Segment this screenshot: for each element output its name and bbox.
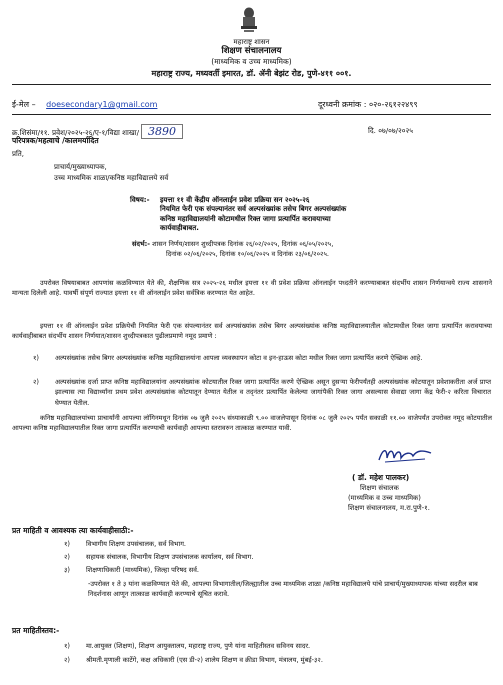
signatory-title: शिक्षण संचालक [360, 484, 399, 492]
signatory-division: (माध्यमिक व उच्च माध्यमिक) [348, 494, 421, 502]
signatory-office: शिक्षण संचालनालय, म.रा.पुणे-१. [348, 504, 430, 512]
copy-info-item [64, 656, 491, 666]
body-paragraph-1: उपरोक्त विषयाबाबत आपणांस कळविण्यात येते की, शैक्षणिक सत्र २०२५-२६ मधील इयत्ता ११ वी प्रवेश प्रक्रिया ऑनलाईन पध्दतीने करण्याबाबत संदर्भीय शासन निर्णयान्वये राज्य शासनाने मान्यता दिलेली आहे. यावर्षी संपूर्ण राज्यात इयत्ता ११ वी ऑनलाईन प्रवेश सर्वत्रिक करण्यात येत आहेत. [12, 279, 492, 298]
copy-action-item [64, 553, 491, 563]
cc-text: श्रीमती.मृणाली काटेंगे, कक्ष अधिकारी (एस डी-२) शालेय शिक्षण व क्रीडा विभाग, मंत्रालय, मुंबई-३२. [86, 656, 323, 664]
circular-type: परिपत्रक/महत्वाचे /कालमर्यादित [12, 136, 99, 145]
item-number: १) [33, 354, 40, 362]
recipient-line2: उच्च माध्यमिक शाळा/कनिष्ठ महाविद्यालये सर्व [54, 174, 169, 182]
copy-action-item [64, 540, 491, 550]
reference-line: शासन निर्णय/शासन शुध्दीपत्रक दिनांक २६/०२/२०२५, दिनांक ०६/०५/२०२५, [152, 240, 334, 248]
subject-label: विषय:- [130, 196, 150, 204]
directorate-name: शिक्षण संचालनालय [221, 46, 282, 56]
email-line [12, 99, 157, 110]
copy-action-note: -उपरोक्त १ ते ३ यांना कळविण्यात येते की, आपल्या विभागातील/जिल्ह्यातील उच्च माध्यमिक शाळा /कनिष्ठ महाविद्यालये यांचे प्राचार्य/मुख्याध्यापक यांच्या सदरील बाब निदर्शनास आणून तात्काळ कार्यवाही करण्याचे सूचित करावे. [88, 580, 478, 598]
cc-number: ३) [64, 566, 71, 574]
recipient-prati: प्रति, [12, 150, 25, 158]
email-link[interactable]: doesecondary1@gmail.com [46, 100, 158, 109]
body-list-item [33, 377, 492, 408]
signatory-name: ( डॉ. महेश पालकर) [352, 473, 410, 482]
subject-line: इयत्ता ११ वी केंद्रीय ऑनलाईन प्रवेश प्रक्रिया सन २०२५-२६ [160, 196, 310, 204]
body-list-item [33, 353, 491, 363]
phone-number: ०२०-२६१२२४९९ [368, 100, 418, 109]
subject-line: कनिष्ठ महाविद्यालयांनी कोटामधील रिक्त जागा प्रत्यार्पित करावयाच्या [160, 214, 331, 223]
office-address: महाराष्ट्र राज्य, मध्यवर्ती इमारत, डॉ. ॲनी बेझंट रोड, पुणे-४११ ००१. [151, 69, 352, 78]
signature-image [375, 444, 435, 466]
subject-block [130, 196, 490, 233]
cc-text: विभागीय शिक्षण उपसंचालक, सर्व विभाग. [86, 540, 187, 548]
directorate-division: (माध्यमिक व उच्च माध्यमिक) [211, 57, 292, 66]
copy-action-item [64, 566, 491, 576]
item-text: अल्पसंख्यांक तसेच बिगर अल्पसंख्यांक कनिष्ठ महाविद्यालयांना आपला व्यवस्थापन कोटा व इन-हाऊस कोटा मधील रिक्त जागा प्रत्यार्पित करणे ऐच्छिक आहे. [55, 354, 423, 362]
cc-number: २) [64, 656, 71, 664]
letter-date: दि. ०७/०७/२०२५ [368, 126, 413, 135]
cc-number: १) [64, 642, 71, 650]
item-text: अल्पसंख्यांक दर्जा प्राप्त कनिष्ठ महाविद्यालयांना अल्पसंख्यांक कोटयातील रिक्त जागा प्रत्यार्पित करणे ऐच्छिक असून दुसऱ्या फेरीपर्यंतही अल्पसंख्यांक कोटयातून प्रवेशाकरीता अर्ज प्राप्त झाल्यास त्या विद्यार्थ्यांना प्रथम प्रवेश अल्पसंख्यांक कोटयातून देण्यात येतील व तद्नंतर प्रत्यार्पित केलेल्या जागांपैकी रिक्त जागा असल्यास सेवाद्या जागा केंद्र फेरी-२ करिता विचारात घेण्यात येतील. [55, 378, 492, 407]
copy-info-heading: प्रत माहितीस्तव:- [12, 626, 60, 635]
phone-label: दूरध्वनी क्रमांक : [318, 100, 367, 109]
subject-line: कार्यवाहीबाबत. [160, 223, 199, 232]
reference-prefix: क्र.शिसंमा/११. प्रवेश/२०२५-२६/ए-१/विद्या शाखा/ [12, 128, 140, 137]
cc-text: शिक्षणाधिकारी (माध्यमिक), जिल्हा परिषद सर्व. [86, 566, 199, 574]
email-label: ई-मेल – [12, 100, 36, 109]
header-divider [12, 84, 491, 85]
handwritten-number: 3890 [141, 124, 183, 139]
contact-divider [12, 114, 491, 115]
cc-number: १) [64, 540, 71, 548]
cc-number: २) [64, 553, 71, 561]
item-number: २) [33, 378, 40, 386]
cc-text: सहायक संचालक, विभागीय शिक्षण उपसंचालक कार्यालय, सर्व विभाग. [86, 553, 254, 561]
phone-line [318, 99, 418, 110]
reference-line: दिनांक ०२/०६/२०२५, दिनांक १०/०६/२०२५ व दिनांक २३/०६/२०२५. [166, 249, 329, 258]
subject-line: नियमित फेरी एक संपल्यानंतर सर्व अल्पसंख्यांक तसेच बिगर अल्पसंख्यांक [160, 205, 347, 214]
references-label: संदर्भ:- [132, 240, 150, 248]
cc-text: मा.आयुक्त (शिक्षण), शिक्षण आयुक्तालय, महाराष्ट्र राज्य, पुणे यांना माहितीस्तव सविनय सादर. [86, 642, 311, 650]
copy-action-heading: प्रत माहिती व आवश्यक त्या कार्यवाहीसाठी:- [12, 526, 134, 535]
body-paragraph-3: कनिष्ठ महाविद्यालयांच्या प्राचार्यांनी आपल्या लॉगिनमधून दिनांक ०७ जुलै २०२५ संध्याकाळी ९.०० वाजलेपासून दिनांक ०८ जुलै २०२५ पर्यंत सकाळी ११.०० वाजेपर्यंत उपरोक्त नमूद कोटयातील आपल्या कनिष्ठ महाविद्यालयातील रिक्त जागा प्रत्यार्पित करण्याची कार्यवाही आपल्या स्तरावरुन तात्काळ करण्यात यावी. [12, 414, 492, 433]
body-paragraph-2: इयत्ता ११ वी ऑनलाईन प्रवेश प्रक्रियेची नियमित फेरी एक संपल्यानंतर सर्व अल्पसंख्यांक तसेच बिगर अल्पसंख्यांक कनिष्ठ महाविद्यालयातील कोटामधील रिक्त जागा प्रत्यार्पित करावयाच्या कार्यवाहीबाबत संदर्भीय शासन निर्णयात/शासन शुध्दीपत्रकात पुढीलप्रमाणे नमूद प्रमाणे : [12, 322, 492, 341]
national-emblem-icon [238, 6, 260, 36]
copy-info-item [64, 642, 491, 652]
references-block [132, 240, 492, 259]
govt-name: महाराष्ट्र शासन [233, 38, 270, 46]
recipient-line1: प्राचार्य/मुख्याध्यापक, [54, 163, 107, 171]
